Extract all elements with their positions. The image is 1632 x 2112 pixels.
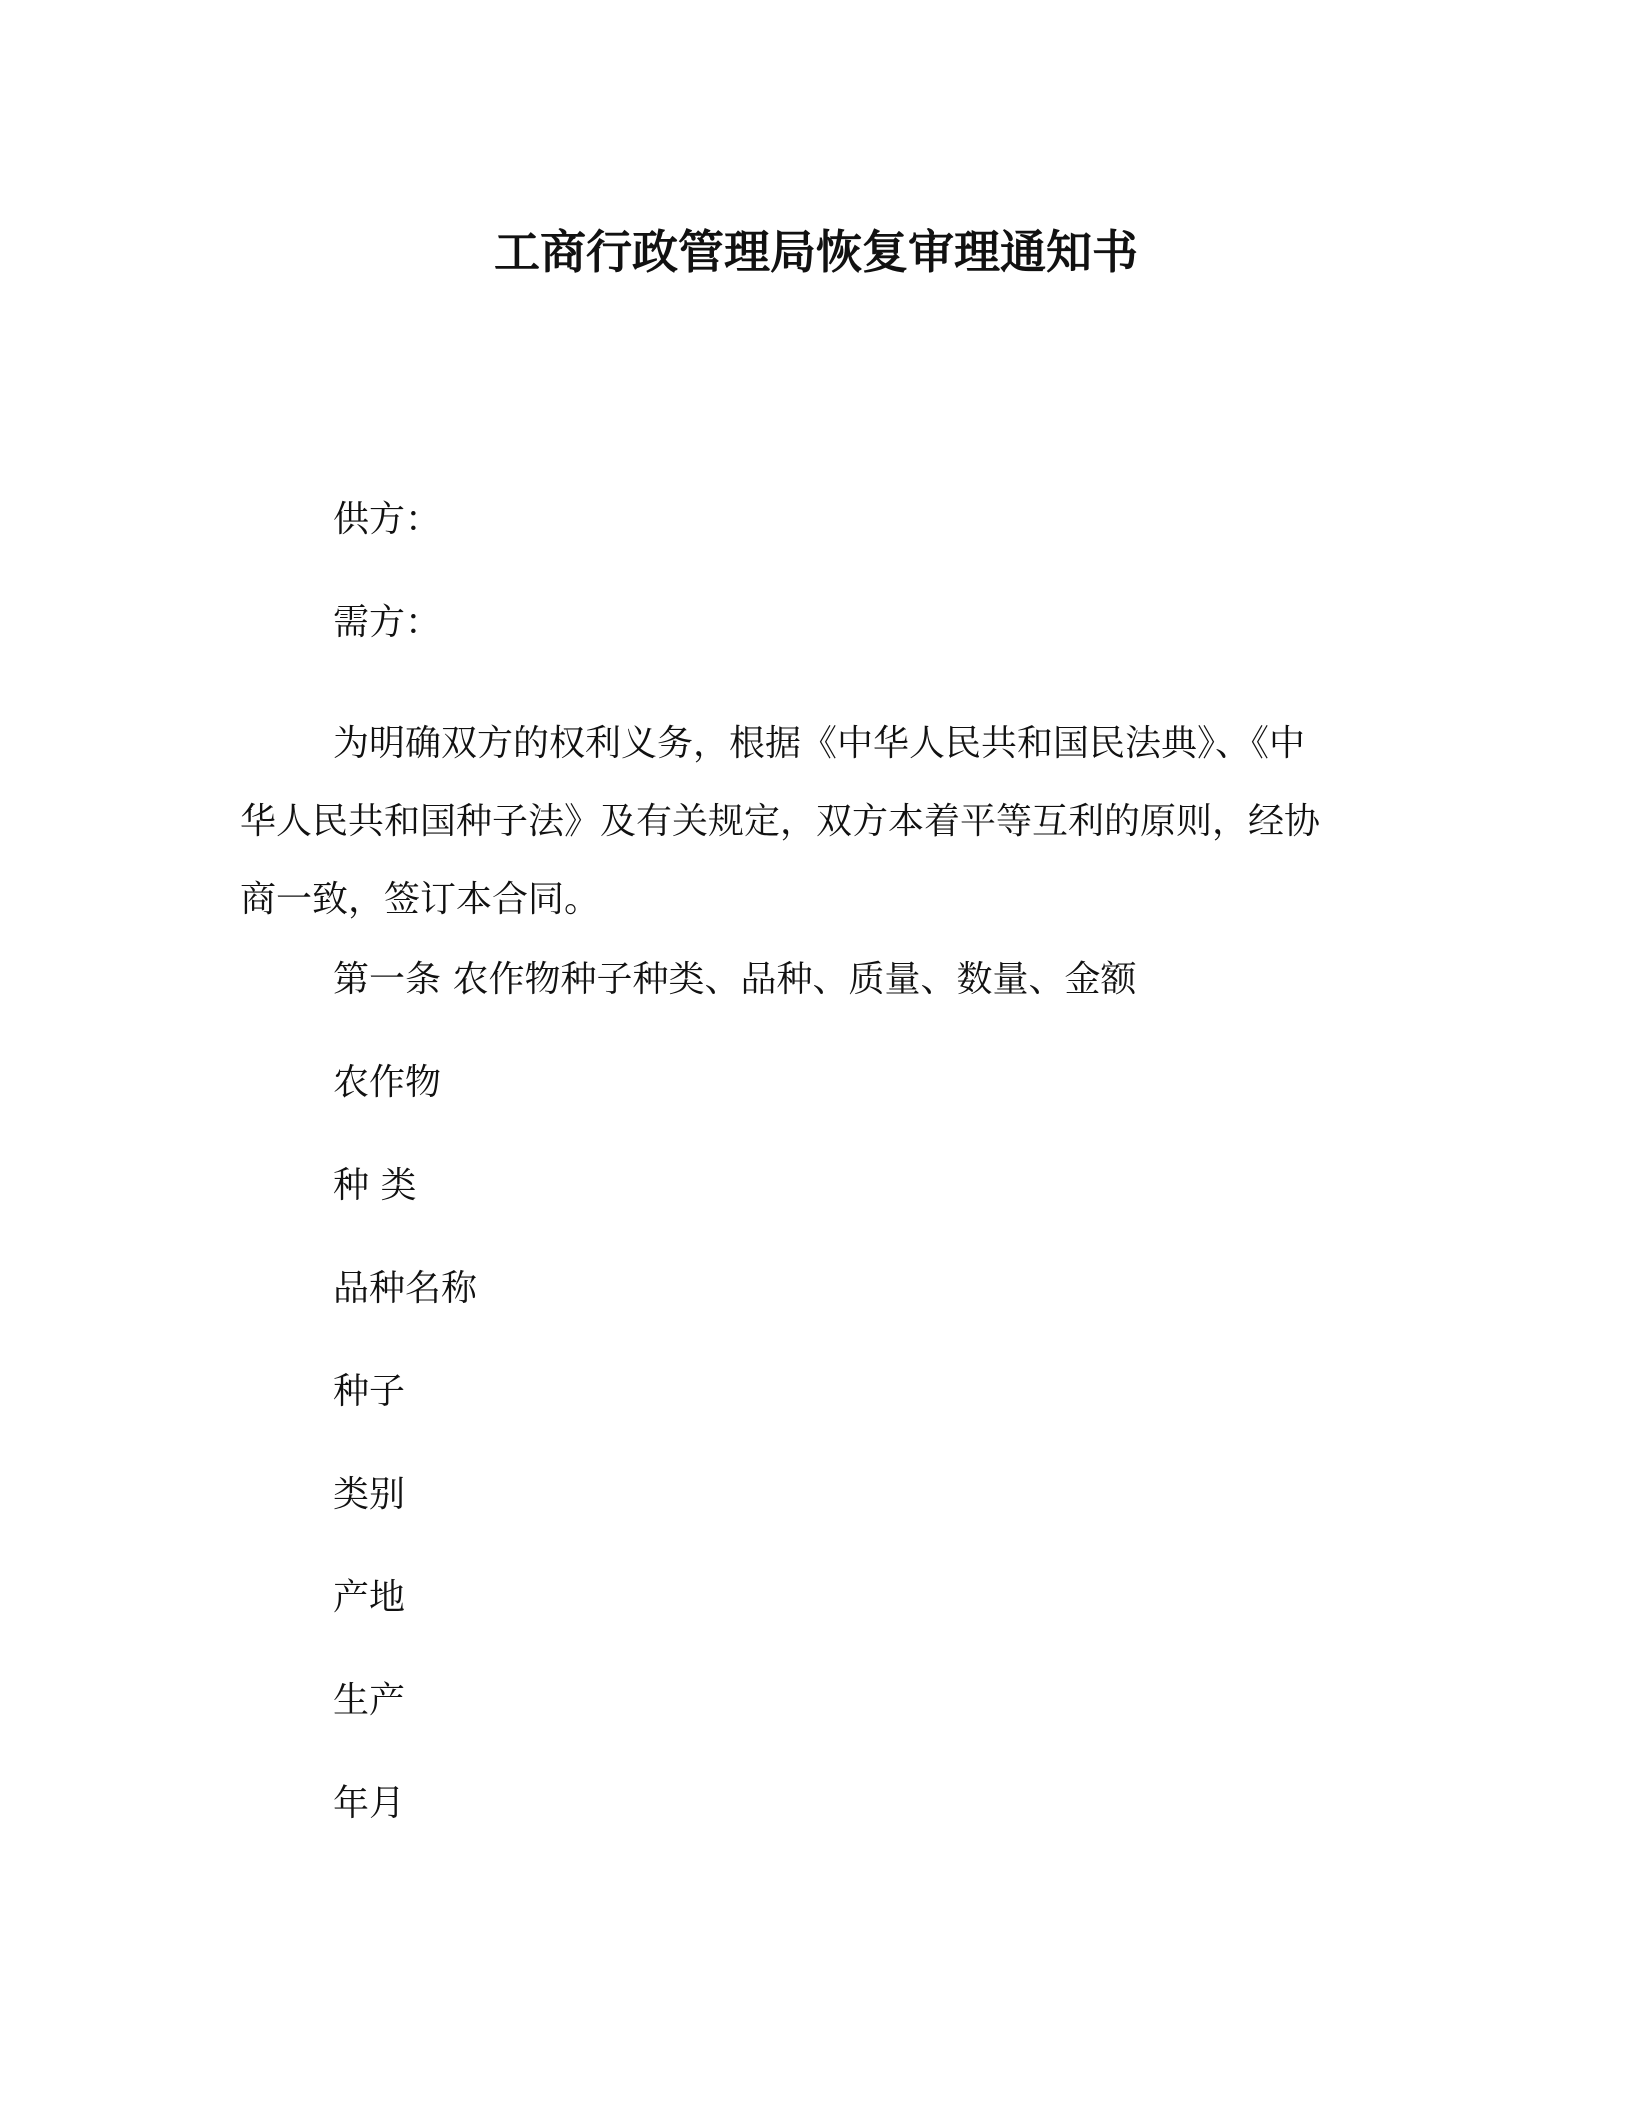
field-category: 类别 [333,1474,406,1515]
article-1-heading: 第一条 农作物种子种类、品种、质量、数量、金额 [333,959,1137,1000]
field-variety-name: 品种名称 [333,1268,478,1309]
buyer-label: 需方： [333,602,442,643]
field-seed: 种子 [333,1371,406,1412]
intro-line-2: 华人民共和国种子法》及有关规定，双方本着平等互利的原则，经协 [240,801,1321,842]
field-origin: 产地 [333,1577,406,1618]
intro-line-1: 为明确双方的权利义务，根据《中华人民共和国民法典》、《中 [333,723,1306,764]
field-year-month: 年月 [333,1783,406,1824]
field-crop: 农作物 [333,1062,442,1103]
field-production: 生产 [333,1680,406,1721]
field-type: 种 类 [333,1165,417,1206]
intro-paragraph [240,705,1385,939]
intro-line-3: 商一致，签订本合同。 [240,879,601,920]
document-title: 工商行政管理局恢复审理通知书 [494,225,1138,279]
supplier-label: 供方： [333,499,442,540]
